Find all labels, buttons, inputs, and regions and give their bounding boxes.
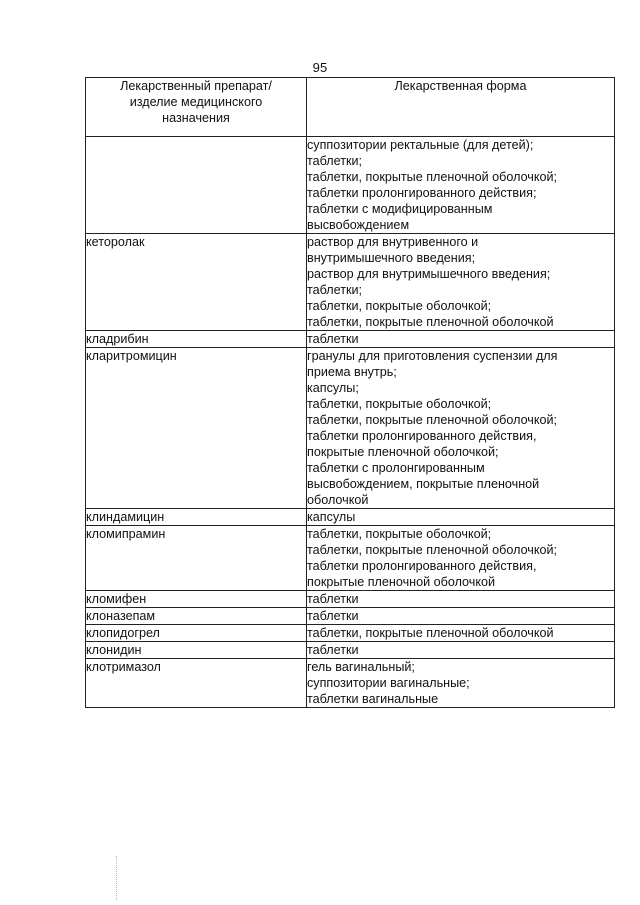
dosage-form-cell	[307, 137, 615, 234]
dosage-form-line: раствор для внутримышечного введения;	[307, 267, 551, 281]
dosage-form-line: высвобождением	[307, 218, 410, 232]
drug-name-cell: кломипрамин	[86, 526, 307, 591]
dosage-form-cell	[307, 659, 615, 708]
drug-name-cell: кломифен	[86, 591, 307, 608]
dosage-form-cell	[307, 348, 615, 509]
dosage-form-line: высвобождением, покрытые пленочной	[307, 477, 540, 491]
dosage-form-line: капсулы;	[307, 381, 359, 395]
drug-name-cell: клонидин	[86, 642, 307, 659]
table-row	[86, 608, 615, 625]
dosage-form-line: оболочкой	[307, 493, 369, 507]
dosage-form-line: таблетки, покрытые пленочной оболочкой;	[307, 543, 558, 557]
table-header-row	[86, 78, 615, 137]
dosage-form-line: гель вагинальный;	[307, 660, 415, 674]
dosage-form-line: приема внутрь;	[307, 365, 397, 379]
dosage-form-line: таблетки пролонгированного действия;	[307, 186, 537, 200]
dosage-form-line: раствор для внутривенного и	[307, 235, 479, 249]
table-row	[86, 642, 615, 659]
dosage-form-cell	[307, 526, 615, 591]
dosage-form-cell	[307, 608, 615, 625]
table-row	[86, 625, 615, 642]
drug-name-cell: клоназепам	[86, 608, 307, 625]
dosage-form-line: таблетки	[307, 332, 359, 346]
table-row	[86, 348, 615, 509]
dosage-form-line: таблетки	[307, 643, 359, 657]
dosage-form-line: внутримышечного введения;	[307, 251, 476, 265]
table-row	[86, 331, 615, 348]
dosage-form-line: таблетки	[307, 592, 359, 606]
dosage-form-line: таблетки вагинальные	[307, 692, 439, 706]
dosage-form-line: таблетки пролонгированного действия,	[307, 429, 537, 443]
dosage-form-line: таблетки с модифицированным	[307, 202, 493, 216]
drug-name-cell: клиндамицин	[86, 509, 307, 526]
dosage-form-line: капсулы	[307, 510, 356, 524]
dosage-form-line: таблетки;	[307, 283, 363, 297]
dosage-form-line: таблетки пролонгированного действия,	[307, 559, 537, 573]
dosage-form-line: таблетки, покрытые оболочкой;	[307, 527, 492, 541]
dosage-form-line: таблетки, покрытые оболочкой;	[307, 299, 492, 313]
dosage-form-line: покрытые пленочной оболочкой;	[307, 445, 499, 459]
dosage-form-line: таблетки, покрытые оболочкой;	[307, 397, 492, 411]
header-drug-line: изделие медицинского	[129, 95, 263, 109]
page-number: 95	[312, 60, 328, 75]
dosage-form-cell	[307, 509, 615, 526]
drug-name-cell	[86, 137, 307, 234]
table-row	[86, 137, 615, 234]
dosage-form-line: таблетки с пролонгированным	[307, 461, 485, 475]
dosage-form-line: суппозитории вагинальные;	[307, 676, 470, 690]
table-row	[86, 659, 615, 708]
dosage-form-line: покрытые пленочной оболочкой	[307, 575, 496, 589]
header-drug	[86, 78, 307, 137]
table-row	[86, 591, 615, 608]
drug-name-cell: кеторолак	[86, 234, 307, 331]
header-form-line: Лекарственная форма	[394, 79, 527, 93]
dosage-form-line: таблетки, покрытые пленочной оболочкой	[307, 626, 554, 640]
dosage-form-line: суппозитории ректальные (для детей);	[307, 138, 534, 152]
medication-table	[85, 77, 615, 708]
dosage-form-line: таблетки, покрытые пленочной оболочкой;	[307, 413, 558, 427]
table-row	[86, 234, 615, 331]
table-row	[86, 509, 615, 526]
dosage-form-cell	[307, 234, 615, 331]
drug-name-cell: клопидогрел	[86, 625, 307, 642]
dosage-form-line: таблетки;	[307, 154, 363, 168]
drug-name-cell: кларитромицин	[86, 348, 307, 509]
table-body	[86, 137, 615, 708]
dosage-form-line: таблетки, покрытые пленочной оболочкой	[307, 315, 554, 329]
dosage-form-cell	[307, 591, 615, 608]
header-drug-line: Лекарственный препарат/	[120, 79, 272, 93]
dosage-form-cell	[307, 642, 615, 659]
dosage-form-line: гранулы для приготовления суспензии для	[307, 349, 558, 363]
header-form	[307, 78, 615, 137]
drug-name-cell: клотримазол	[86, 659, 307, 708]
drug-name-cell: кладрибин	[86, 331, 307, 348]
table-row	[86, 526, 615, 591]
header-drug-line: назначения	[162, 111, 230, 125]
scan-artifact	[116, 856, 118, 900]
dosage-form-line: таблетки, покрытые пленочной оболочкой;	[307, 170, 558, 184]
dosage-form-cell	[307, 625, 615, 642]
dosage-form-line: таблетки	[307, 609, 359, 623]
dosage-form-cell	[307, 331, 615, 348]
